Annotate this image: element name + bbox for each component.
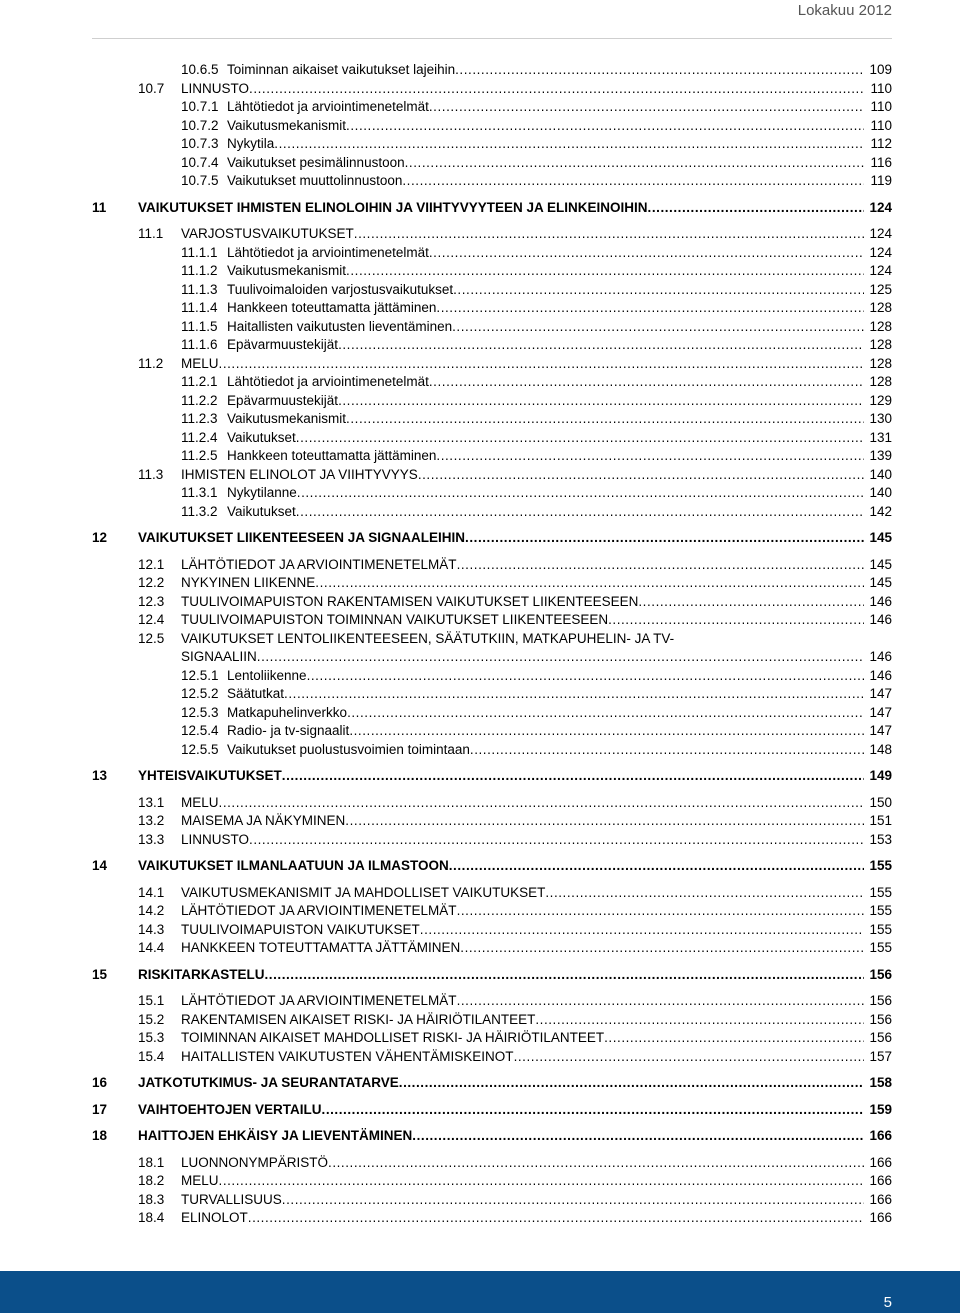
toc-entry-number: 10.7 <box>138 80 165 96</box>
toc-dot-leader <box>284 686 864 702</box>
toc-entry-title: MELU <box>181 794 219 810</box>
toc-entry-page: 155 <box>869 884 892 900</box>
toc-dot-leader <box>248 1210 864 1226</box>
toc-entry[interactable] <box>92 446 892 464</box>
toc-entry-number: 18 <box>92 1128 108 1143</box>
toc-entry[interactable] <box>92 354 892 372</box>
toc-dot-leader <box>219 1173 864 1189</box>
toc-entry-number: 10.6.5 <box>181 62 219 77</box>
toc-entry-number: 11.1.3 <box>181 281 218 297</box>
toc-entry-page: 149 <box>869 768 892 783</box>
toc-entry-title: VAIKUTUKSET LENTOLIIKENTEESEEN, SÄÄTUTKIIN, MATKAPUHELIN- JA TV- <box>181 630 675 646</box>
toc-entry-number: 12.5.5 <box>181 741 219 757</box>
toc-entry[interactable] <box>92 171 892 189</box>
toc-entry-page: 124 <box>869 244 892 260</box>
header-divider <box>92 38 892 39</box>
toc-dot-leader <box>257 649 864 665</box>
toc-entry-title: Nykytila <box>227 136 275 151</box>
toc-dot-leader <box>608 612 864 628</box>
toc-entry-page: 145 <box>869 556 892 572</box>
toc-entry-title: NYKYINEN LIIKENNE <box>181 575 316 590</box>
toc-entry-page: 145 <box>869 530 892 545</box>
toc-entry-title: VAIHTOEHTOJEN VERTAILU <box>138 1101 322 1117</box>
toc-entry[interactable] <box>92 740 892 758</box>
toc-dot-leader <box>307 668 864 684</box>
toc-entry-number: 12.4 <box>138 612 165 627</box>
footer-bar <box>0 1271 960 1313</box>
toc-entry-number: 11.1.1 <box>181 244 218 260</box>
toc-entry-title: HANKKEEN TOTEUTTAMATTA JÄTTÄMINEN <box>181 940 461 955</box>
toc-entry-number: 11.1.6 <box>181 337 218 352</box>
toc-entry-title: VAIKUTUKSET IHMISTEN ELINOLOIHIN JA VIIHTYVYYTEEN JA ELINKEINOIHIN <box>138 199 648 215</box>
toc-dot-leader <box>470 742 864 758</box>
toc-entry-number: 11.1.4 <box>181 300 218 315</box>
toc-entry-title: Vaikutukset <box>227 429 296 445</box>
toc-entry-page: 110 <box>870 80 892 96</box>
toc-entry[interactable] <box>92 883 892 901</box>
toc-dot-leader <box>418 467 864 483</box>
toc-entry-number: 15.1 <box>138 993 165 1008</box>
toc-entry-number: 10.7.1 <box>181 99 219 114</box>
toc-entry-title: TUULIVOIMAPUISTON TOIMINNAN VAIKUTUKSET LIIKENTEESEEN <box>181 612 609 627</box>
toc-dot-leader <box>514 1049 864 1065</box>
toc-entry-number: 11.3.2 <box>181 503 218 519</box>
toc-entry-page: 128 <box>869 337 892 352</box>
toc-entry-title: Säätutkat <box>227 686 285 701</box>
toc-dot-leader <box>296 430 864 446</box>
toc-dot-leader <box>460 940 864 956</box>
toc-entry[interactable] <box>92 592 892 610</box>
toc-entry-number: 11.2.5 <box>181 448 218 463</box>
toc-entry-title: LINNUSTO <box>181 831 250 847</box>
toc-dot-leader <box>457 993 864 1009</box>
toc-entry-number: 11.2.1 <box>181 374 218 389</box>
toc-dot-leader <box>457 903 864 919</box>
toc-dot-leader <box>453 282 864 298</box>
toc-entry-page: 147 <box>869 723 892 738</box>
toc-entry[interactable] <box>92 721 892 739</box>
toc-entry-number: 10.7.2 <box>181 117 219 133</box>
toc-entry[interactable] <box>92 1171 892 1189</box>
toc-dot-leader <box>449 858 864 874</box>
toc-entry[interactable] <box>92 629 892 647</box>
toc-entry-title: RISKITARKASTELU <box>138 966 265 982</box>
toc-dot-leader <box>315 575 864 591</box>
toc-entry-number: 11.3.1 <box>181 485 218 500</box>
toc-entry[interactable] <box>92 224 892 242</box>
toc-entry-page: 124 <box>869 226 892 241</box>
toc-entry-page: 109 <box>869 62 892 77</box>
toc-entry-title: Vaikutusmekanismit <box>227 263 347 278</box>
toc-entry-page: 139 <box>869 448 892 463</box>
toc-entry-number: 11.2 <box>138 355 164 371</box>
toc-entry-title: LÄHTÖTIEDOT JA ARVIOINTIMENETELMÄT <box>181 903 457 918</box>
toc-entry[interactable] <box>92 1047 892 1065</box>
toc-entry-title: MAISEMA JA NÄKYMINEN <box>181 813 346 828</box>
toc-dot-leader <box>412 1128 864 1144</box>
toc-entry-page: 166 <box>869 1191 892 1207</box>
toc-entry-page: 146 <box>869 649 892 664</box>
toc-entry-number: 12.2 <box>138 575 165 590</box>
toc-dot-leader <box>345 813 864 829</box>
toc-dot-leader <box>457 557 864 573</box>
toc-entry-title: TUULIVOIMAPUISTON VAIKUTUKSET <box>181 921 420 937</box>
toc-entry-page: 166 <box>869 1128 892 1143</box>
toc-entry[interactable] <box>92 528 892 546</box>
toc-dot-leader <box>297 485 864 501</box>
toc-entry-title: LÄHTÖTIEDOT JA ARVIOINTIMENETELMÄT <box>181 556 457 572</box>
toc-dot-leader <box>282 1192 864 1208</box>
toc-entry-page: 153 <box>869 831 892 847</box>
toc-entry-page: 142 <box>869 503 892 519</box>
toc-dot-leader <box>429 245 864 261</box>
toc-entry[interactable] <box>92 793 892 811</box>
toc-entry-number: 12.5 <box>138 630 165 646</box>
toc-entry-title: Epävarmuustekijät <box>227 337 339 352</box>
toc-entry-number: 18.1 <box>138 1154 165 1170</box>
toc-dot-leader <box>535 1012 864 1028</box>
toc-entry-number: 17 <box>92 1101 108 1117</box>
toc-entry[interactable] <box>92 684 892 702</box>
toc-entry[interactable] <box>92 1190 892 1208</box>
toc-entry-title: Vaikutusmekanismit <box>227 117 347 133</box>
toc-entry-page: 146 <box>869 612 892 627</box>
toc-entry[interactable] <box>92 465 892 483</box>
toc-entry-title: Hankkeen toteuttamatta jättäminen <box>227 300 437 315</box>
toc-entry[interactable] <box>92 502 892 520</box>
toc-dot-leader <box>638 594 864 610</box>
toc-dot-leader <box>338 337 864 353</box>
toc-entry[interactable] <box>92 1010 892 1028</box>
toc-entry-page: 145 <box>869 575 892 590</box>
toc-entry-title-continuation: SIGNAALIIN <box>181 649 257 664</box>
toc-dot-leader <box>545 885 864 901</box>
toc-entry-number: 10.7.4 <box>181 154 219 170</box>
toc-entry-title: Vaikutukset muuttolinnustoon <box>227 173 403 188</box>
toc-entry-title: Vaikutukset puolustusvoimien toimintaan <box>227 741 470 757</box>
toc-entry[interactable] <box>92 555 892 573</box>
toc-entry-page: 158 <box>869 1075 892 1090</box>
toc-entry-title: TUULIVOIMAPUISTON RAKENTAMISEN VAIKUTUKSET LIIKENTEESEEN <box>181 593 639 609</box>
toc-entry-page: 131 <box>869 429 892 445</box>
toc-entry[interactable] <box>92 153 892 171</box>
toc-entry-number: 11.1.2 <box>181 263 218 278</box>
toc-entry-page: 124 <box>869 263 892 278</box>
toc-entry[interactable] <box>92 1153 892 1171</box>
toc-entry[interactable] <box>92 391 892 409</box>
toc-entry[interactable] <box>92 856 892 874</box>
toc-entry-number: 11.3 <box>138 466 164 482</box>
toc-entry[interactable] <box>92 991 892 1009</box>
toc-entry-page: 155 <box>869 940 892 955</box>
toc-entry[interactable] <box>92 573 892 591</box>
toc-dot-leader <box>354 226 864 242</box>
toc-entry-page: 130 <box>869 411 892 426</box>
toc-entry-page: 112 <box>870 136 892 151</box>
toc-entry-title: ELINOLOT <box>181 1210 248 1225</box>
toc-entry-number: 12 <box>92 530 108 545</box>
toc-entry-page: 156 <box>869 1011 892 1027</box>
toc-entry-number: 14.3 <box>138 921 165 937</box>
toc-dot-leader <box>282 768 864 784</box>
toc-entry-number: 14.1 <box>138 884 165 900</box>
toc-entry[interactable] <box>92 483 892 501</box>
toc-entry[interactable] <box>92 280 892 298</box>
toc-entry-page: 166 <box>869 1154 892 1170</box>
toc-entry-page: 146 <box>869 593 892 609</box>
toc-entry[interactable] <box>92 1126 892 1144</box>
toc-entry-title: VAIKUTUSMEKANISMIT JA MAHDOLLISET VAIKUTUKSET <box>181 884 546 900</box>
toc-entry-page: 156 <box>869 966 892 982</box>
toc-entry[interactable] <box>92 938 892 956</box>
toc-entry-page: 157 <box>869 1048 892 1064</box>
toc-entry-page: 128 <box>869 355 892 371</box>
toc-entry-title: JATKOTUTKIMUS- JA SEURANTATARVE <box>138 1075 399 1090</box>
toc-entry-title: Hankkeen toteuttamatta jättäminen <box>227 448 437 463</box>
toc-dot-leader <box>436 448 864 464</box>
toc-dot-leader <box>347 705 864 721</box>
toc-entry[interactable] <box>92 610 892 628</box>
toc-entry-page: 147 <box>869 686 892 701</box>
toc-dot-leader <box>402 173 864 189</box>
toc-entry-number: 13.2 <box>138 813 165 828</box>
toc-entry-number: 15.2 <box>138 1011 165 1027</box>
toc-entry-page: 159 <box>869 1101 892 1117</box>
toc-entry-number: 13.1 <box>138 794 165 810</box>
toc-dot-leader <box>455 62 864 78</box>
toc-entry-title: RAKENTAMISEN AIKAISET RISKI- JA HÄIRIÖTILANTEET <box>181 1011 536 1027</box>
toc-entry[interactable] <box>92 703 892 721</box>
toc-entry-number: 14 <box>92 858 108 873</box>
toc-entry[interactable] <box>92 409 892 427</box>
toc-entry-number: 11.1 <box>138 226 164 241</box>
toc-dot-leader <box>604 1030 864 1046</box>
toc-entry[interactable] <box>92 335 892 353</box>
toc-entry-number: 15 <box>92 966 108 982</box>
toc-entry-title: Lähtötiedot ja arviointimenetelmät <box>227 99 429 114</box>
header-date: Lokakuu 2012 <box>797 2 892 19</box>
toc-entry-number: 15.3 <box>138 1030 165 1045</box>
toc-entry-title: Lentoliikenne <box>227 667 307 683</box>
toc-dot-leader <box>249 81 864 97</box>
toc-entry-number: 12.5.1 <box>181 667 219 683</box>
toc-entry-page: 110 <box>870 117 892 133</box>
toc-entry-number: 11 <box>92 199 107 215</box>
toc-entry-number: 16 <box>92 1075 108 1090</box>
toc-entry-page: 140 <box>869 485 892 500</box>
toc-entry[interactable] <box>92 261 892 279</box>
toc-entry[interactable] <box>92 811 892 829</box>
toc-entry-number: 18.4 <box>138 1210 165 1225</box>
toc-dot-leader <box>274 136 864 152</box>
toc-entry-page: 129 <box>869 392 892 408</box>
toc-entry[interactable] <box>92 79 892 97</box>
toc-dot-leader <box>265 967 865 983</box>
toc-entry-number: 14.4 <box>138 940 165 955</box>
toc-entry-title: LINNUSTO <box>181 80 250 96</box>
toc-entry-continuation[interactable] <box>92 647 892 665</box>
toc-entry[interactable] <box>92 298 892 316</box>
toc-dot-leader <box>346 263 864 279</box>
toc-entry-title: Vaikutukset pesimälinnustoon <box>227 154 405 170</box>
toc-dot-leader <box>249 832 864 848</box>
toc-entry-page: 155 <box>869 858 892 873</box>
toc-dot-leader <box>296 504 864 520</box>
toc-entry-number: 18.2 <box>138 1173 165 1188</box>
toc-entry-page: 128 <box>869 300 892 315</box>
toc-entry-page: 150 <box>869 794 892 810</box>
toc-entry-number: 13.3 <box>138 831 165 847</box>
toc-entry-page: 156 <box>869 1030 892 1045</box>
toc-entry-number: 12.5.2 <box>181 686 219 701</box>
toc-entry-page: 166 <box>869 1210 892 1225</box>
toc-entry-number: 13 <box>92 768 108 783</box>
toc-dot-leader <box>219 795 864 811</box>
toc-entry-page: 128 <box>869 374 892 389</box>
toc-entry-page: 119 <box>870 173 892 188</box>
toc-dot-leader <box>648 200 864 216</box>
toc-dot-leader <box>452 319 864 335</box>
toc-entry[interactable] <box>92 830 892 848</box>
toc-entry-title: IHMISTEN ELINOLOT JA VIIHTYVYYS <box>181 466 418 482</box>
toc-entry-number: 12.3 <box>138 593 165 609</box>
toc-entry-title: Vaikutukset <box>227 503 296 519</box>
toc-entry-page: 146 <box>869 667 892 683</box>
toc-entry-title: TURVALLISUUS <box>181 1191 282 1207</box>
toc-dot-leader <box>338 393 864 409</box>
toc-entry-number: 12.5.3 <box>181 704 219 720</box>
toc-entry-number: 11.2.2 <box>181 392 218 408</box>
toc-entry-title: HAITALLISTEN VAIKUTUSTEN VÄHENTÄMISKEINOT <box>181 1048 514 1064</box>
toc-entry[interactable] <box>92 134 892 152</box>
toc-entry[interactable] <box>92 243 892 261</box>
toc-entry-title: YHTEISVAIKUTUKSET <box>138 768 282 783</box>
toc-entry-number: 10.7.3 <box>181 136 219 151</box>
toc-dot-leader <box>399 1075 864 1091</box>
toc-entry-title: Vaikutusmekanismit <box>227 411 347 426</box>
toc-entry[interactable] <box>92 97 892 115</box>
toc-entry-number: 11.1.5 <box>181 318 218 334</box>
toc-dot-leader <box>349 723 864 739</box>
toc-entry[interactable] <box>92 1028 892 1046</box>
toc-entry-title: VAIKUTUKSET LIIKENTEESEEN JA SIGNAALEIHIN <box>138 530 466 545</box>
toc-entry-title: VAIKUTUKSET ILMANLAATUUN JA ILMASTOON <box>138 858 449 873</box>
toc-entry-title: VARJOSTUSVAIKUTUKSET <box>181 226 354 241</box>
toc-entry-title: MELU <box>181 1173 219 1188</box>
toc-entry[interactable] <box>92 198 892 216</box>
toc-entry-page: 148 <box>869 741 892 757</box>
toc-entry[interactable] <box>92 1073 892 1091</box>
toc-entry-page: 128 <box>869 318 892 334</box>
toc-entry[interactable] <box>92 901 892 919</box>
toc-dot-leader <box>322 1102 864 1118</box>
toc-entry[interactable] <box>92 1208 892 1226</box>
toc-entry-number: 10.7.5 <box>181 173 219 188</box>
toc-dot-leader <box>405 155 864 171</box>
toc-entry-number: 14.2 <box>138 903 165 918</box>
toc-entry-page: 155 <box>869 921 892 937</box>
toc-dot-leader <box>429 374 864 390</box>
toc-entry-title: LUONNONYMPÄRISTÖ <box>181 1154 329 1170</box>
toc-entry-number: 12.5.4 <box>181 723 219 738</box>
toc-entry[interactable] <box>92 428 892 446</box>
toc-entry-title: Matkapuhelinverkko <box>227 704 348 720</box>
toc-entry-page: 140 <box>869 466 892 482</box>
toc-entry-page: 166 <box>869 1173 892 1188</box>
toc-dot-leader <box>346 118 864 134</box>
toc-entry-page: 151 <box>869 813 892 828</box>
toc-entry-page: 125 <box>869 281 892 297</box>
toc-entry-page: 116 <box>870 154 892 170</box>
toc-entry[interactable] <box>92 666 892 684</box>
toc-entry[interactable] <box>92 116 892 134</box>
toc-entry[interactable] <box>92 920 892 938</box>
toc-entry-page: 110 <box>870 99 892 114</box>
toc-entry-number: 12.1 <box>138 556 165 572</box>
toc-entry-page: 147 <box>869 704 892 720</box>
toc-entry[interactable] <box>92 766 892 784</box>
toc-entry-title: Nykytilanne <box>227 485 297 500</box>
toc-entry-title: Tuulivoimaloiden varjostusvaikutukset <box>227 281 454 297</box>
toc-dot-leader <box>219 356 864 372</box>
toc-entry-title: Lähtötiedot ja arviointimenetelmät <box>227 244 429 260</box>
toc-entry-title: LÄHTÖTIEDOT JA ARVIOINTIMENETELMÄT <box>181 993 457 1008</box>
toc-entry-title: TOIMINNAN AIKAISET MAHDOLLISET RISKI- JA HÄIRIÖTILANTEET <box>181 1030 605 1045</box>
toc-entry[interactable] <box>92 60 892 78</box>
toc-entry-title: HAITTOJEN EHKÄISY JA LIEVENTÄMINEN <box>138 1128 413 1143</box>
toc-entry-page: 124 <box>869 199 892 215</box>
page-number: 5 <box>883 1294 892 1311</box>
toc-entry-number: 15.4 <box>138 1048 165 1064</box>
toc-entry-title: Radio- ja tv-signaalit <box>227 723 350 738</box>
toc-entry-number: 18.3 <box>138 1191 165 1207</box>
toc-dot-leader <box>436 300 864 316</box>
toc-entry-title: Epävarmuustekijät <box>227 392 339 408</box>
toc-dot-leader <box>429 99 864 115</box>
toc-dot-leader <box>465 530 864 546</box>
toc-entry-number: 11.2.4 <box>181 429 218 445</box>
toc-entry[interactable] <box>92 1100 892 1118</box>
toc-entry[interactable] <box>92 317 892 335</box>
toc-entry-page: 155 <box>869 903 892 918</box>
toc-entry-title: Haitallisten vaikutusten lieventäminen <box>227 318 453 334</box>
toc-dot-leader <box>346 411 864 427</box>
toc-dot-leader <box>328 1155 864 1171</box>
toc-entry-title: Lähtötiedot ja arviointimenetelmät <box>227 374 429 389</box>
toc-entry-title: Toiminnan aikaiset vaikutukset lajeihin <box>227 62 456 77</box>
toc-entry[interactable] <box>92 965 892 983</box>
toc-dot-leader <box>420 922 864 938</box>
toc-entry-page: 156 <box>869 993 892 1008</box>
toc-entry[interactable] <box>92 372 892 390</box>
toc-entry-title: MELU <box>181 355 219 371</box>
toc-entry-number: 11.2.3 <box>181 411 218 426</box>
